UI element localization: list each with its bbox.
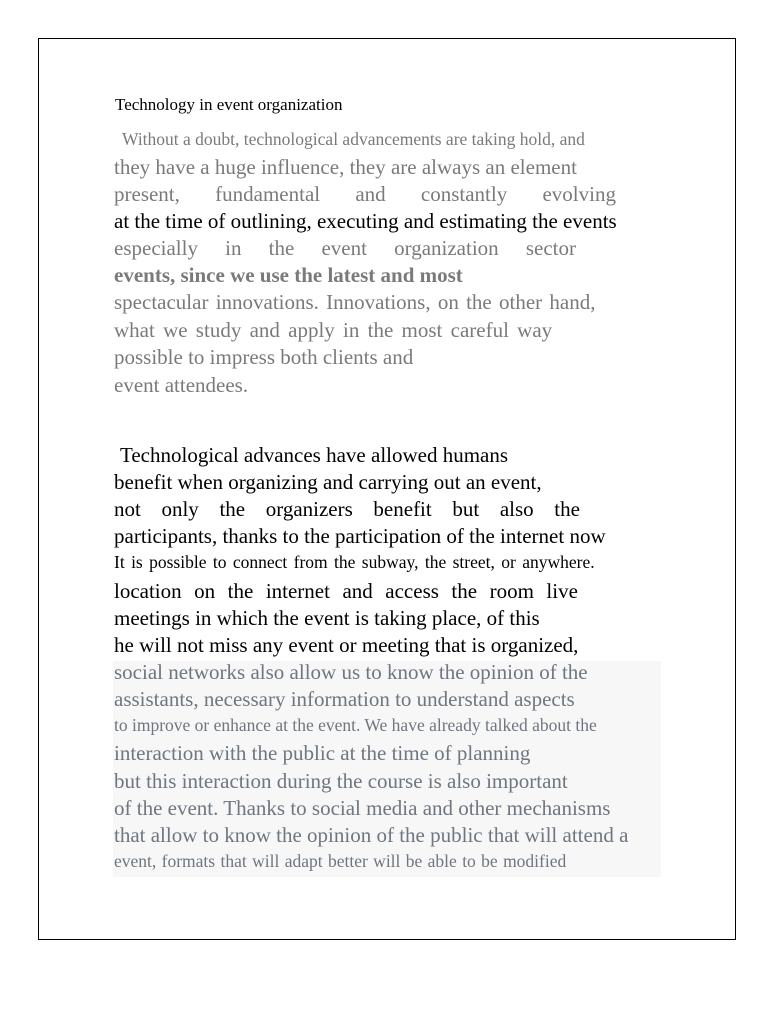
p1-line-2: they have a huge influence, they are always an element [114,155,577,179]
word: the [451,579,478,603]
p2-line-11: to improve or enhance at the event. We have already talked about the [114,715,597,735]
word: organizers [265,497,353,521]
word: and [342,579,373,603]
p2-line-15: that allow to know the opinion of the public that will attend a [114,823,629,847]
word: especially [114,236,198,260]
word: and [355,182,386,206]
word: the [219,497,246,521]
p2-line-4: participants, thanks to the participation of the internet now [114,524,606,548]
p2-line-7: meetings in which the event is taking place, of this [114,606,540,630]
p1-line-5 [114,238,576,259]
p1-line-6: events, since we use the latest and most [114,263,463,287]
word: sector [525,236,576,260]
p2-line-6 [114,581,578,602]
word: access [385,579,439,603]
word: internet [265,579,330,603]
p2-line-12: interaction with the public at the time of planning [114,741,531,765]
p2-line-5: It is possible to connect from the subway, the street, or anywhere. [114,552,595,572]
word: also [499,497,534,521]
p2-line-10: assistants, necessary information to understand aspects [114,687,575,711]
word: not [114,497,141,521]
word: the [554,497,580,521]
p2-line-16: event, formats that will adapt better will be able to be modified [114,851,567,871]
word: live [546,579,578,603]
p2-line-13: but this interaction during the course is also important [114,769,568,793]
p2-line-9: social networks also allow us to know the opinion of the [114,660,588,684]
word: in [225,236,242,260]
p2-line-3 [114,499,580,520]
word: evolving [542,182,616,206]
p2-line-8: he will not miss any event or meeting that is organized, [114,633,579,657]
word: only [161,497,199,521]
p1-line-9: possible to impress both clients and [114,345,414,369]
p1-line-4: at the time of outlining, executing and estimating the events [114,209,617,233]
word: fundamental [215,182,321,206]
p1-line-10: event attendees. [114,373,249,397]
p2-line-2: benefit when organizing and carrying out an event, [114,470,542,494]
word: the [268,236,295,260]
word: room [489,579,534,603]
word: organization [394,236,499,260]
word: present, [114,182,180,206]
word: location [114,579,182,603]
word: on [194,579,216,603]
p1-line-3 [114,184,616,205]
word: event [321,236,367,260]
word: benefit [373,497,432,521]
p1-line-7: spectacular innovations. Innovations, on the other hand, [114,290,596,314]
word: but [452,497,480,521]
p2-line-1: Technological advances have allowed humans [120,443,509,467]
p1-line-1: Without a doubt, technological advancements are taking hold, and [122,129,585,149]
p2-line-14: of the event. Thanks to social media and other mechanisms [114,796,611,820]
word: the [227,579,254,603]
word: constantly [420,182,508,206]
document-title: Technology in event organization [115,95,343,114]
p1-line-8: what we study and apply in the most careful way [114,318,553,342]
